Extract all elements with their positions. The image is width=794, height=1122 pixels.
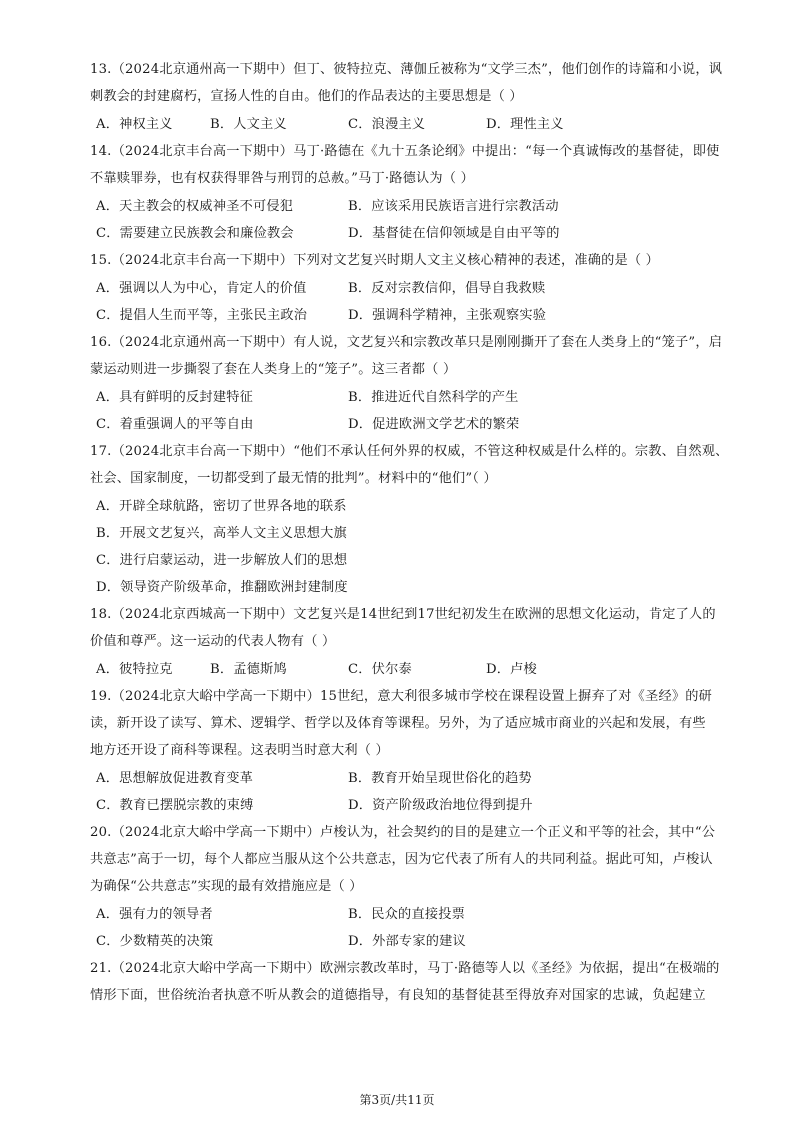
question-text-line: 21.（2024北京大峪中学高一下期中）欧洲宗教改革时，马丁·路德等人以《圣经》为依据，提出“在极端的 [90, 961, 720, 976]
option-a: A．天主教会的权威神圣不可侵犯 [96, 199, 294, 214]
option-b: B．民众的直接投票 [348, 907, 465, 922]
question-text-line: 19.（2024北京大峪中学高一下期中）15世纪，意大利很多城市学校在课程设置上摒弃了对《圣经》的研 [90, 689, 712, 704]
option-c: C．少数精英的决策 [96, 934, 214, 949]
question-text-line: 刺教会的封建腐朽，宣扬人性的自由。他们的作品表达的主要思想是（ ） [90, 89, 523, 104]
option-b: B．人文主义 [210, 117, 287, 132]
option-d: D．强调科学精神，主张观察实验 [348, 308, 547, 323]
question-text-line: 17.（2024北京丰台高一下期中）“他们不承认任何外界的权威，不管这种权威是什么样的。宗教、自然观、 [90, 444, 729, 459]
question-text-line: 共意志”高于一切，每个人都应当服从这个公共意志，因为它代表了所有人的共同利益。据此可知，卢梭认 [90, 852, 713, 867]
option-b: B．推进近代自然科学的产生 [348, 390, 519, 405]
question-text-line: 14.（2024北京丰台高一下期中）马丁·路德在《九十五条论纲》中提出：“每一个真诚悔改的基督徒，即使 [90, 144, 720, 159]
option-d: D．促进欧洲文学艺术的繁荣 [348, 417, 520, 432]
question-text-line: 社会、国家制度，一切都受到了最无情的批判”。材料中的“他们”（ ） [90, 471, 497, 486]
question-text-line: 18.（2024北京西城高一下期中）文艺复兴是14世纪到17世纪初发生在欧洲的思想文化运动，肯定了人的 [90, 607, 716, 622]
question-text-line: 情形下面，世俗统治者执意不听从教会的道德指导，有良知的基督徒甚至得放弃对国家的忠诚，负起建立 [90, 988, 706, 1003]
option-a: A．神权主义 [96, 117, 173, 132]
question-text-line: 15.（2024北京丰台高一下期中）下列对文艺复兴时期人文主义核心精神的表述，准确的是（ ） [90, 253, 660, 268]
option-b: B．孟德斯鸠 [210, 662, 287, 677]
option-b: B．开展文艺复兴，高举人文主义思想大旗 [96, 526, 347, 541]
question-text-line: 地方还开设了商科等课程。这表明当时意大利（ ） [90, 743, 389, 758]
question-text-line: 读，新开设了读写、算术、逻辑学、哲学以及体育等课程。另外，为了适应城市商业的兴起和发展，有些 [90, 716, 706, 731]
option-a: A．强调以人为中心，肯定人的价值 [96, 281, 307, 296]
option-a: A．彼特拉克 [96, 662, 173, 677]
option-c: C．教育已摆脱宗教的束缚 [96, 798, 254, 813]
question-text-line: 20.（2024北京大峪中学高一下期中）卢梭认为，社会契约的目的是建立一个正义和平等的社会，其中“公 [90, 825, 716, 840]
option-c: C．伏尔泰 [348, 662, 412, 677]
option-d: D．资产阶级政治地位得到提升 [348, 798, 533, 813]
option-a: A．强有力的领导者 [96, 907, 213, 922]
question-text-line: 价值和尊严。这一运动的代表人物有（ ） [90, 634, 336, 649]
option-d: D．外部专家的建议 [348, 934, 466, 949]
option-d: D．基督徒在信仰领域是自由平等的 [348, 226, 560, 241]
question-text-line: 13.（2024北京通州高一下期中）但丁、彼特拉克、薄伽丘被称为“文学三杰”，他们创作的诗篇和小说，讽 [90, 62, 723, 77]
option-b: B．反对宗教信仰，倡导自我救赎 [348, 281, 546, 296]
option-c: C．浪漫主义 [348, 117, 426, 132]
question-text-line: 为确保“公共意志”实现的最有效措施应是（ ） [90, 879, 363, 894]
option-c: C．提倡人生而平等，主张民主政治 [96, 308, 308, 323]
question-text-line: 蒙运动则进一步撕裂了套在人类身上的“笼子”。这三者都（ ） [90, 362, 457, 377]
option-b: B．应该采用民族语言进行宗教活动 [348, 199, 559, 214]
option-b: B．教育开始呈现世俗化的趋势 [348, 771, 532, 786]
option-c: C．进行启蒙运动，进一步解放人们的思想 [96, 553, 348, 568]
option-c: C．着重强调人的平等自由 [96, 417, 254, 432]
option-a: A．思想解放促进教育变革 [96, 771, 253, 786]
option-d: D．理性主义 [486, 117, 564, 132]
option-d: D．卢梭 [486, 662, 537, 677]
option-a: A．具有鲜明的反封建特征 [96, 390, 253, 405]
option-c: C．需要建立民族教会和廉俭教会 [96, 226, 294, 241]
question-text-line: 16.（2024北京通州高一下期中）有人说，文艺复兴和宗教改革只是刚刚撕开了套在人类身上的“笼子”，启 [90, 335, 723, 350]
option-a: A．开辟全球航路，密切了世界各地的联系 [96, 499, 347, 514]
option-d: D．领导资产阶级革命，推翻欧洲封建制度 [96, 580, 348, 595]
page-number-footer: 第3页/共11页 [359, 1093, 435, 1107]
question-text-line: 不靠赎罪券，也有权获得罪咎与刑罚的总赦。”马丁·路德认为（ ） [90, 171, 474, 186]
